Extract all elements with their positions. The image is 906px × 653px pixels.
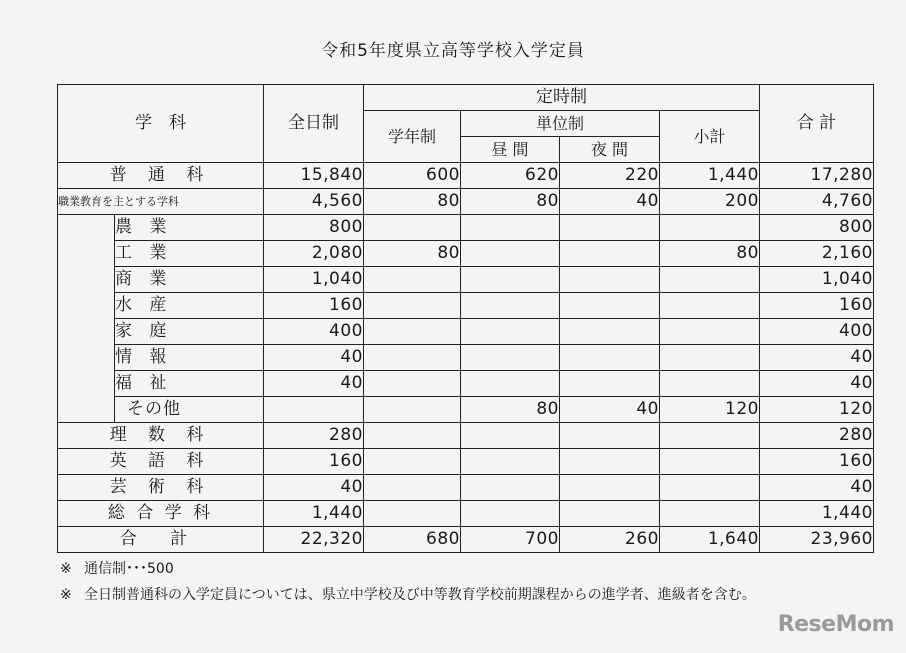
cell-fulltime: 400: [264, 319, 364, 345]
cell-night: [560, 423, 660, 449]
cell-total: 40: [760, 475, 874, 501]
cell-total: 2,160: [760, 241, 874, 267]
cell-total: 120: [760, 397, 874, 423]
cell-day: [461, 293, 560, 319]
cell-day: [461, 449, 560, 475]
header-subject: 学 科: [58, 85, 264, 163]
cell-night: [560, 501, 660, 527]
header-total: 合 計: [760, 85, 874, 163]
cell-fulltime: 4,560: [264, 189, 364, 215]
cell-fulltime: 160: [264, 449, 364, 475]
cell-total: 160: [760, 293, 874, 319]
cell-grade: [364, 293, 461, 319]
cell-total: 800: [760, 215, 874, 241]
table-row: [58, 163, 874, 189]
cell-fulltime: 22,320: [264, 527, 364, 553]
table-row-total: [58, 527, 874, 553]
header-subtotal: 小計: [660, 111, 760, 163]
cell-fulltime: 2,080: [264, 241, 364, 267]
cell-day: [461, 215, 560, 241]
cell-night: [560, 319, 660, 345]
header-night: 夜 間: [560, 137, 660, 163]
cell-grade: 80: [364, 241, 461, 267]
cell-grade: 600: [364, 163, 461, 189]
cell-subtotal: 200: [660, 189, 760, 215]
cell-subtotal: [660, 319, 760, 345]
cell-grade: [364, 371, 461, 397]
cell-day: [461, 423, 560, 449]
cell-grade: [364, 267, 461, 293]
row-label: 工 業: [115, 241, 264, 267]
note-text: 全日制普通科の入学定員については、県立中学校及び中等教育学校前期課程からの進学者、進級者を含む。: [84, 587, 756, 603]
header-daytime: 昼 間: [461, 137, 560, 163]
cell-grade: [364, 423, 461, 449]
row-label: 家 庭: [115, 319, 264, 345]
cell-night: [560, 267, 660, 293]
cell-day: [461, 241, 560, 267]
cell-fulltime: 40: [264, 345, 364, 371]
cell-total: 400: [760, 319, 874, 345]
cell-subtotal: [660, 293, 760, 319]
cell-fulltime: 15,840: [264, 163, 364, 189]
cell-day: 80: [461, 189, 560, 215]
cell-grade: [364, 475, 461, 501]
cell-subtotal: [660, 423, 760, 449]
row-label: 福 祉: [115, 371, 264, 397]
footnote: [60, 582, 756, 608]
cell-day: 620: [461, 163, 560, 189]
cell-fulltime: [264, 397, 364, 423]
row-label: 普 通 科: [58, 163, 264, 189]
indent-spacer: [58, 215, 115, 423]
cell-day: [461, 345, 560, 371]
page-title: 令和5年度県立高等学校入学定員: [321, 41, 585, 61]
note-text: 通信制･･･500: [84, 561, 174, 577]
cell-grade: [364, 319, 461, 345]
cell-night: 40: [560, 397, 660, 423]
table-row: [58, 449, 874, 475]
cell-subtotal: 1,640: [660, 527, 760, 553]
row-label: 総 合 学 科: [58, 501, 264, 527]
header-fulltime: 全日制: [264, 85, 364, 163]
cell-night: [560, 241, 660, 267]
row-label: 理 数 科: [58, 423, 264, 449]
row-label: 水 産: [115, 293, 264, 319]
cell-subtotal: 80: [660, 241, 760, 267]
row-label: その他: [115, 397, 264, 423]
row-label: 商 業: [115, 267, 264, 293]
cell-fulltime: 40: [264, 475, 364, 501]
cell-subtotal: [660, 475, 760, 501]
cell-grade: [364, 449, 461, 475]
table-row: [58, 397, 874, 423]
cell-subtotal: 1,440: [660, 163, 760, 189]
cell-grade: 680: [364, 527, 461, 553]
cell-subtotal: [660, 267, 760, 293]
cell-night: [560, 215, 660, 241]
cell-fulltime: 160: [264, 293, 364, 319]
cell-grade: [364, 215, 461, 241]
table-row: [58, 319, 874, 345]
row-label: 農 業: [115, 215, 264, 241]
cell-night: [560, 371, 660, 397]
cell-total: 160: [760, 449, 874, 475]
table-row: [58, 189, 874, 215]
cell-night: [560, 293, 660, 319]
row-label: 合 計: [58, 527, 264, 553]
cell-day: [461, 371, 560, 397]
cell-total: 280: [760, 423, 874, 449]
cell-grade: [364, 345, 461, 371]
table-row: [58, 241, 874, 267]
footnotes: [60, 556, 756, 608]
cell-total: 40: [760, 345, 874, 371]
row-label: 英 語 科: [58, 449, 264, 475]
table-row: [58, 215, 874, 241]
cell-total: 40: [760, 371, 874, 397]
header-parttime: 定時制: [364, 85, 760, 111]
resemom-logo: ReseMom: [777, 612, 894, 637]
cell-day: [461, 267, 560, 293]
table-row: [58, 501, 874, 527]
cell-night: 220: [560, 163, 660, 189]
footnote: [60, 556, 756, 582]
table-row: [58, 267, 874, 293]
header-credit-system: 単位制: [461, 111, 660, 137]
table-row: [58, 345, 874, 371]
cell-fulltime: 1,040: [264, 267, 364, 293]
cell-day: 700: [461, 527, 560, 553]
cell-day: [461, 501, 560, 527]
table-row: [58, 475, 874, 501]
cell-night: 40: [560, 189, 660, 215]
note-mark: ※: [60, 561, 72, 577]
cell-night: [560, 449, 660, 475]
cell-grade: [364, 397, 461, 423]
cell-total: 17,280: [760, 163, 874, 189]
cell-subtotal: 120: [660, 397, 760, 423]
row-label: 芸 術 科: [58, 475, 264, 501]
cell-subtotal: [660, 345, 760, 371]
cell-day: 80: [461, 397, 560, 423]
cell-fulltime: 800: [264, 215, 364, 241]
cell-subtotal: [660, 215, 760, 241]
cell-fulltime: 280: [264, 423, 364, 449]
row-label: 職業教育を主とする学科: [58, 189, 264, 215]
cell-subtotal: [660, 449, 760, 475]
cell-night: [560, 475, 660, 501]
cell-subtotal: [660, 501, 760, 527]
row-label: 情 報: [115, 345, 264, 371]
cell-night: [560, 345, 660, 371]
table-row: [58, 371, 874, 397]
cell-grade: [364, 501, 461, 527]
note-mark: ※: [60, 587, 72, 603]
cell-fulltime: 1,440: [264, 501, 364, 527]
header-grade-system: 学年制: [364, 111, 461, 163]
cell-day: [461, 319, 560, 345]
table-row: [58, 423, 874, 449]
cell-total: 1,440: [760, 501, 874, 527]
cell-day: [461, 475, 560, 501]
cell-total: 23,960: [760, 527, 874, 553]
cell-night: 260: [560, 527, 660, 553]
cell-subtotal: [660, 371, 760, 397]
table-row: [58, 293, 874, 319]
cell-fulltime: 40: [264, 371, 364, 397]
cell-total: 1,040: [760, 267, 874, 293]
enrollment-quota-table: [57, 84, 874, 553]
cell-total: 4,760: [760, 189, 874, 215]
cell-grade: 80: [364, 189, 461, 215]
